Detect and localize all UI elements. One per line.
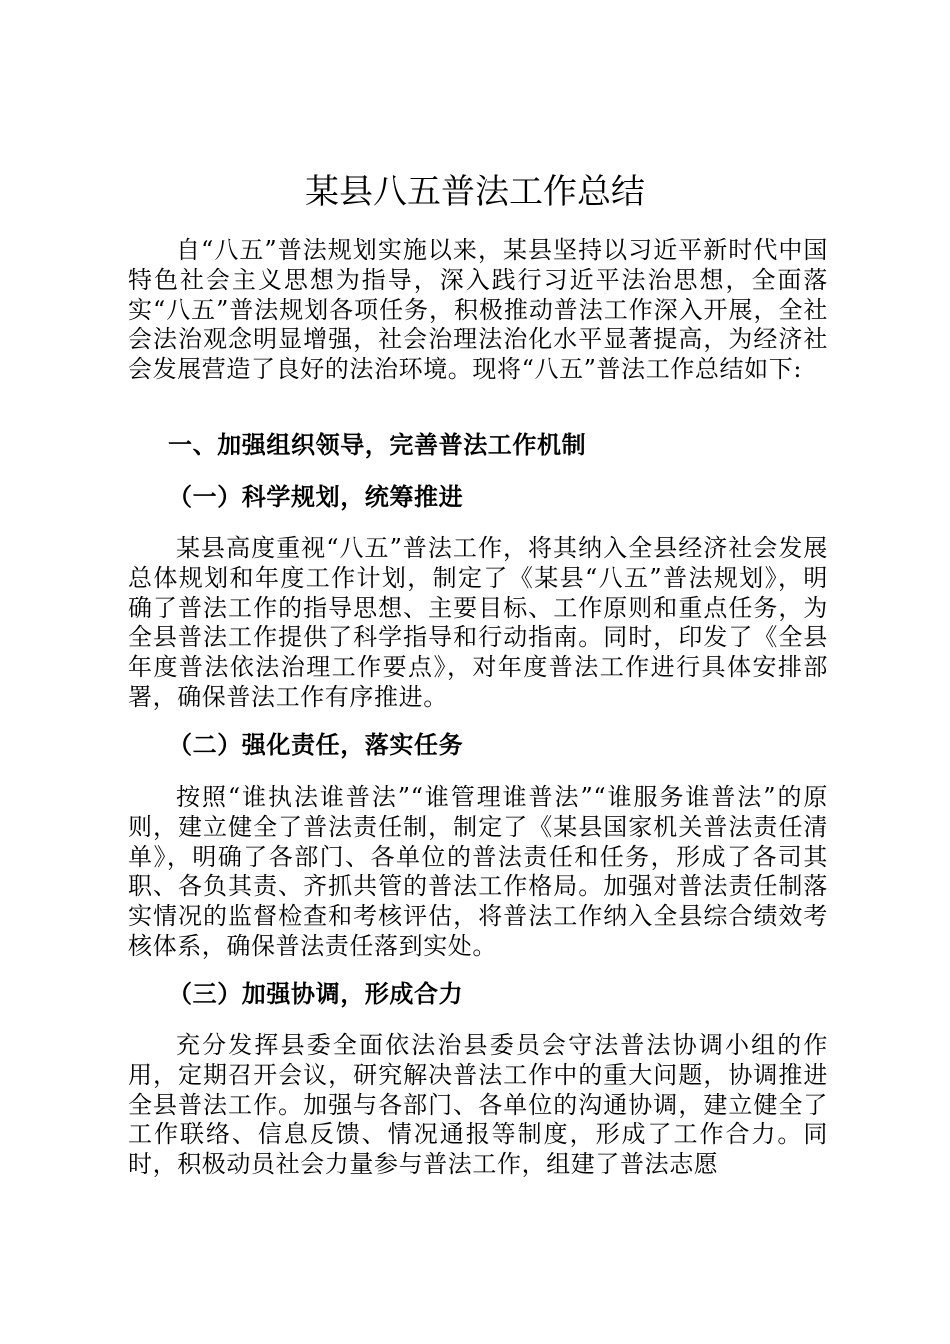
subsection-1-heading: （一）科学规划，统筹推进 [168, 482, 464, 511]
subsection-1-body: 某县高度重视“八五”普法工作，将其纳入全县经济社会发展总体规划和年度工作计划，制定了《某县“八五”普法规划》，明确了普法工作的指导思想、主要目标、工作原则和重点任务，为全县普法工作提供了科学指导和行动指南。同时，印发了《全县年度普法依法治理工作要点》，对年度普法工作进行具体安排部署，确保普法工作有序推进。 [128, 534, 828, 711]
subsection-3-body: 充分发挥县委全面依法治县委员会守法普法协调小组的作用，定期召开会议，研究解决普法工作中的重大问题，协调推进全县普法工作。加强与各部门、各单位的沟通协调，建立健全了工作联络、信息反馈、情况通报等制度，形成了工作合力。同时，积极动员社会力量参与普法工作，组建了普法志愿 [128, 1031, 828, 1179]
subsection-2-heading: （二）强化责任，落实任务 [168, 730, 464, 759]
subsection-3-heading: （三）加强协调，形成合力 [168, 979, 464, 1008]
intro-paragraph: 自“八五”普法规划实施以来，某县坚持以习近平新时代中国特色社会主义思想为指导，深入践行习近平法治思想，全面落实“八五”普法规划各项任务，积极推动普法工作深入开展，全社会法治观念明显增强，社会治理法治化水平显著提高，为经济社会发展营造了良好的法治环境。现将“八五”普法工作总结如下: [128, 236, 828, 384]
document-title: 某县八五普法工作总结 [305, 172, 645, 212]
subsection-2-body: 按照“谁执法谁普法”“谁管理谁普法”“谁服务谁普法”的原则，建立健全了普法责任制，制定了《某县国家机关普法责任清单》，明确了各部门、各单位的普法责任和任务，形成了各司其职、各负其责、齐抓共管的普法工作格局。加强对普法责任制落实情况的监督检查和考核评估，将普法工作纳入全县综合绩效考核体系，确保普法责任落到实处。 [128, 783, 828, 960]
section-1-heading: 一、加强组织领导，完善普法工作机制 [168, 430, 587, 459]
